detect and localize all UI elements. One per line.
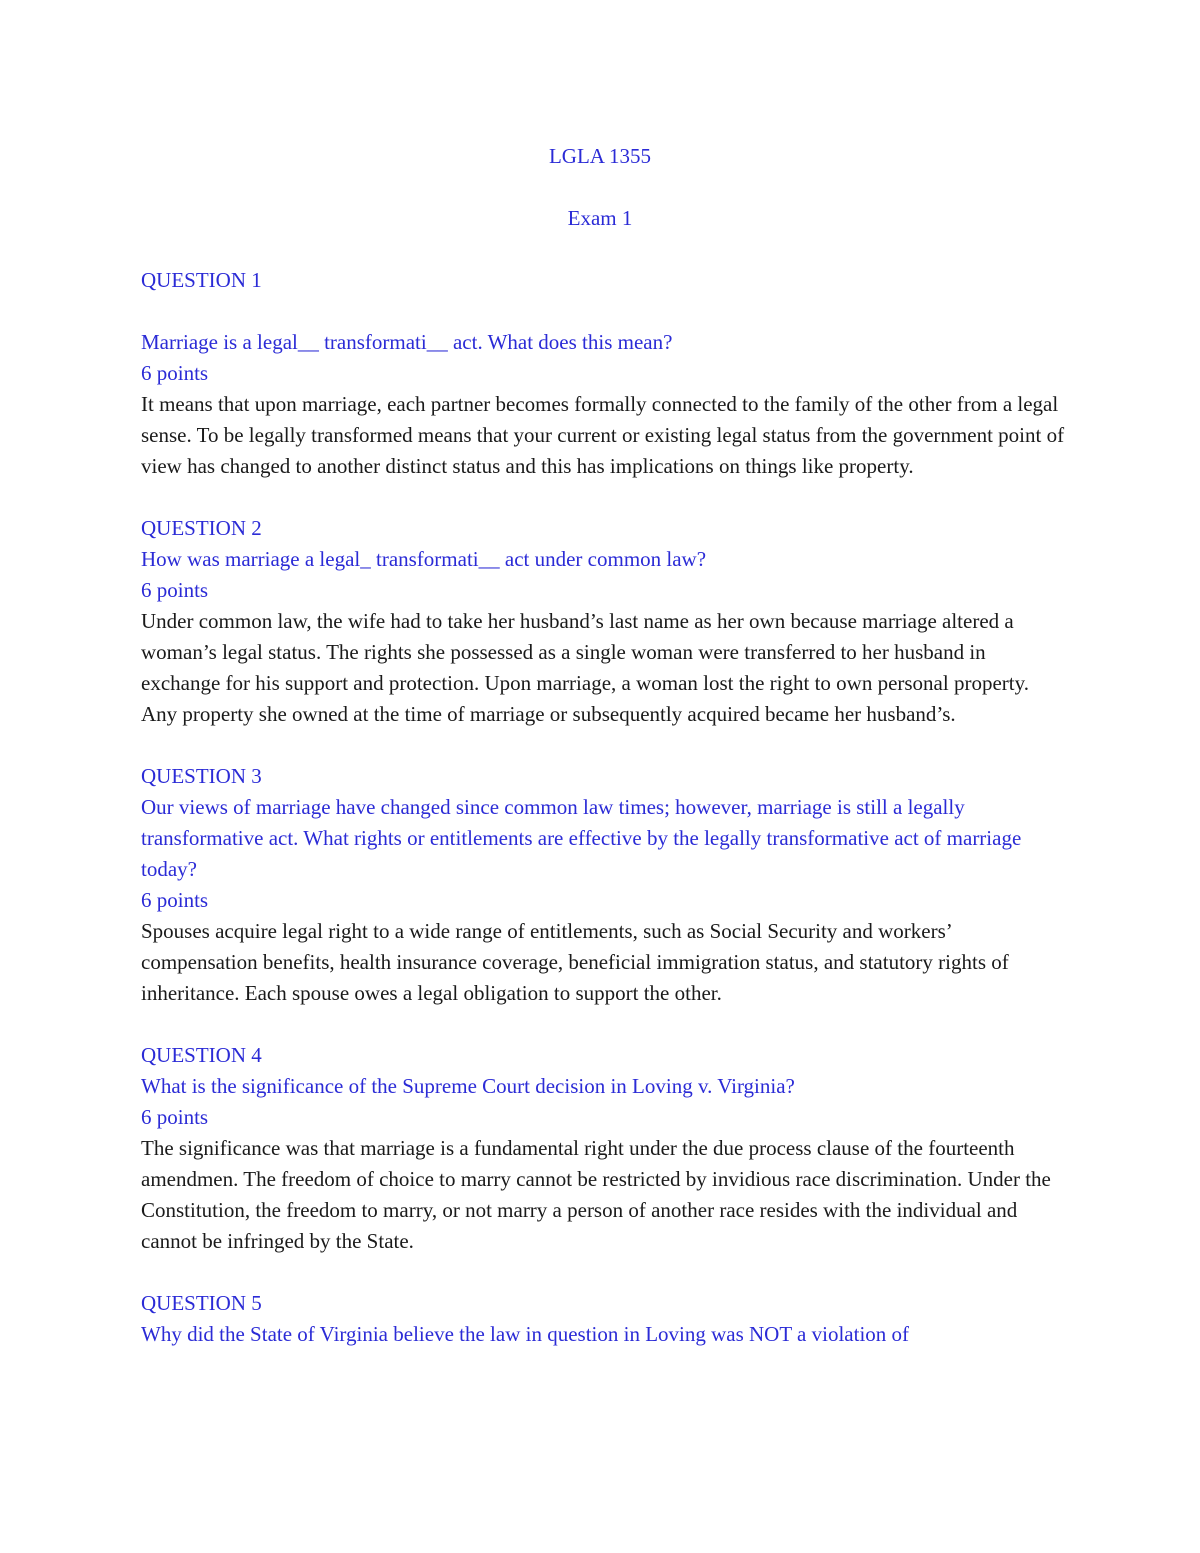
document-page	[141, 141, 1066, 1350]
question-block-4	[141, 1040, 1066, 1257]
question-block-3	[141, 761, 1066, 1009]
question-text: Why did the State of Virginia believe the law in question in Loving was NOT a violation of	[141, 1322, 910, 1346]
question-points: 6 points	[141, 578, 209, 602]
question-label: QUESTION 2	[141, 516, 262, 540]
question-block-5	[141, 1288, 1066, 1350]
question-label: QUESTION 5	[141, 1291, 262, 1315]
question-text: Our views of marriage have changed since common law times; however, marriage is still a legally transformative act. What rights or entitlements are effective by the legally transformative act of marriage today?	[141, 795, 1022, 881]
question-block-1	[141, 265, 1066, 482]
question-block-2	[141, 513, 1066, 730]
answer-text: Under common law, the wife had to take her husband’s last name as her own because marriage altered a woman’s legal status. The rights she possessed as a single woman were transferred to her husband in exchange for his support and protection. Upon marriage, a woman lost the right to own personal property. Any property she owned at the time of marriage or subsequently acquired became her husband’s.	[141, 609, 1029, 726]
question-text: Marriage is a legal__ transformati__ act. What does this mean?	[141, 330, 673, 354]
answer-text: It means that upon marriage, each partner becomes formally connected to the family of the other from a legal sense. To be legally transformed means that your current or existing legal status from the government point of view has changed to another distinct status and this has implications on things like property.	[141, 392, 1065, 478]
answer-text: The significance was that marriage is a fundamental right under the due process clause of the fourteenth amendmen. The freedom of choice to marry cannot be restricted by invidious race discrimination. Under the Constitution, the freedom to marry, or not marry a person of another race resides with the individual and cannot be infringed by the State.	[141, 1136, 1051, 1253]
question-text: How was marriage a legal_ transformati__ act under common law?	[141, 547, 707, 571]
answer-text: Spouses acquire legal right to a wide range of entitlements, such as Social Security and workers’ compensation benefits, health insurance coverage, beneficial immigration status, and statutory rights of inheritance. Each spouse owes a legal obligation to support the other.	[141, 919, 1009, 1005]
question-points: 6 points	[141, 1105, 209, 1129]
exam-title: Exam 1	[567, 206, 633, 230]
question-label: QUESTION 4	[141, 1043, 262, 1067]
course-title: LGLA 1355	[548, 144, 652, 168]
question-points: 6 points	[141, 888, 209, 912]
question-text: What is the significance of the Supreme Court decision in Loving v. Virginia?	[141, 1074, 795, 1098]
question-label: QUESTION 3	[141, 764, 262, 788]
question-label: QUESTION 1	[141, 268, 262, 292]
question-points: 6 points	[141, 361, 209, 385]
